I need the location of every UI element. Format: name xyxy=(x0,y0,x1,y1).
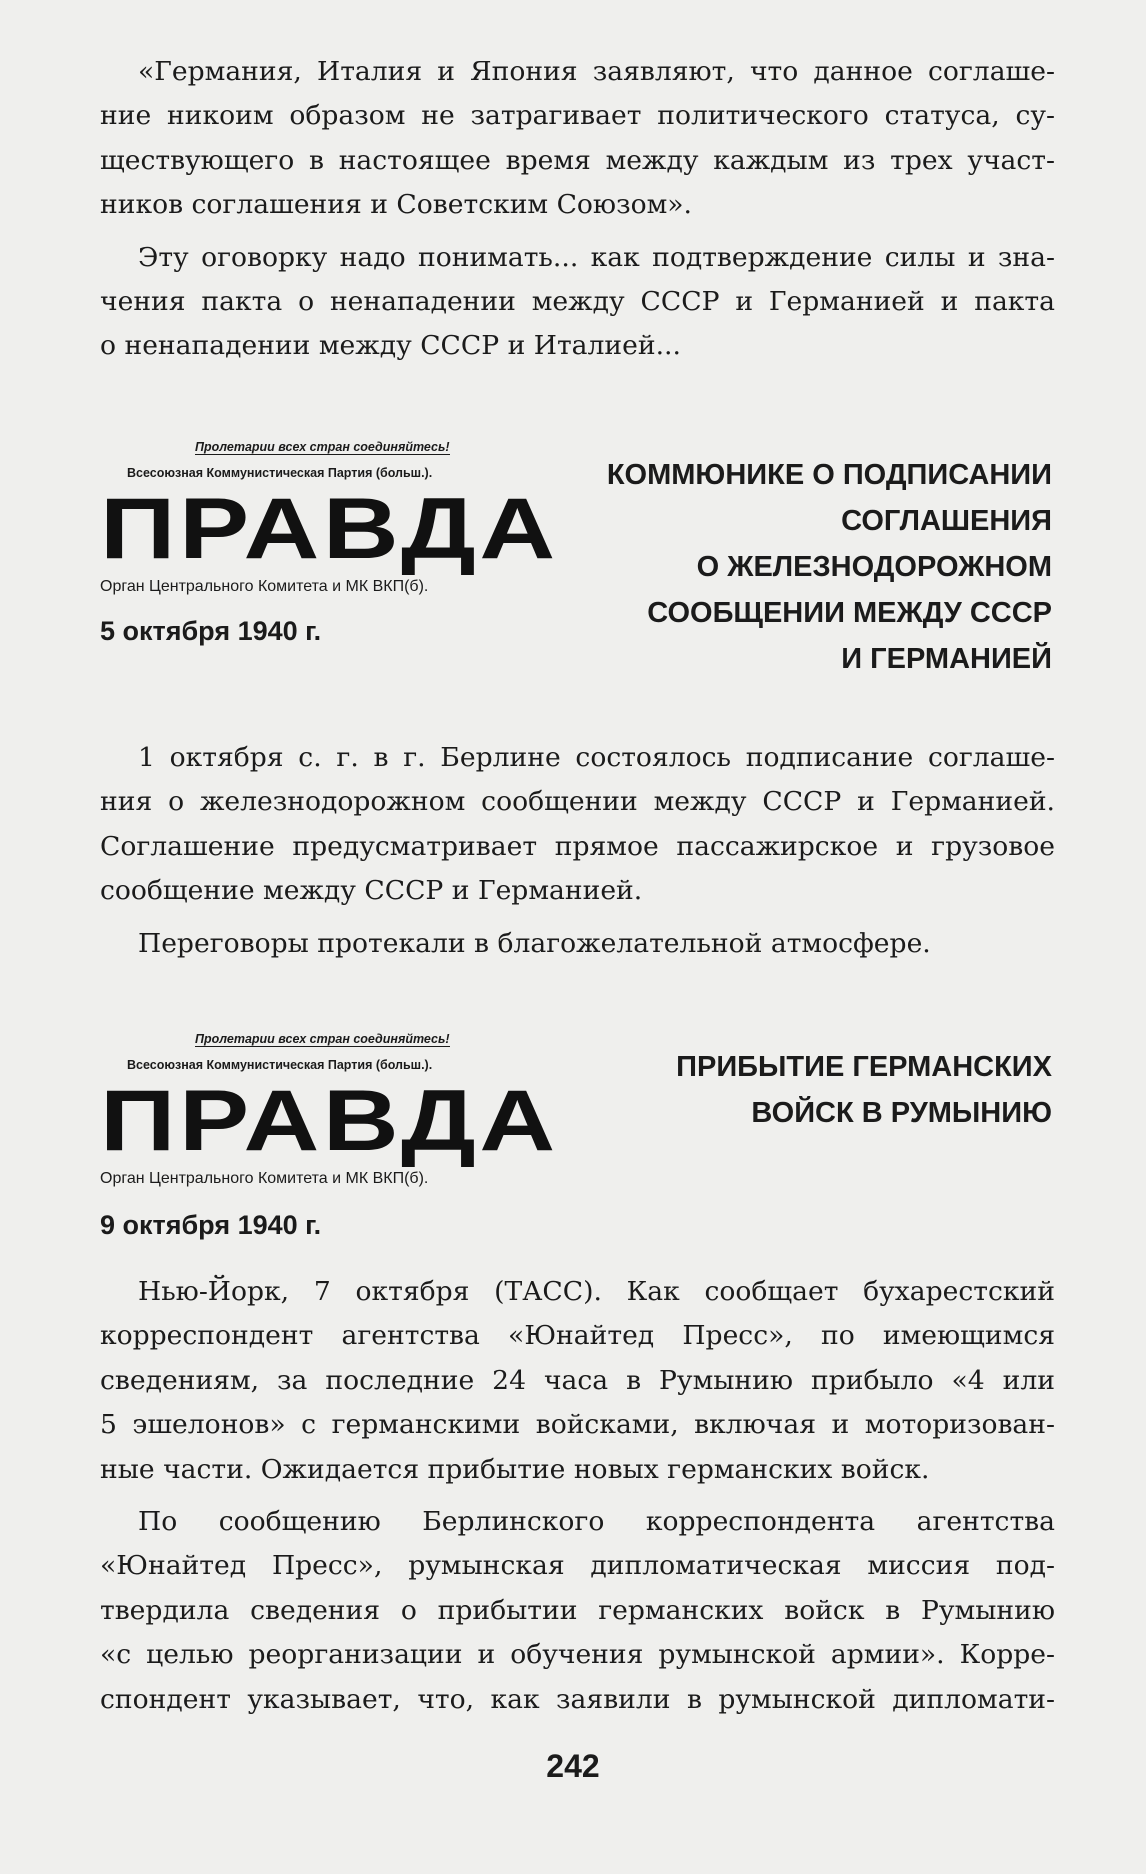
headline-line: КОММЮНИКЕ О ПОДПИСАНИИ xyxy=(606,459,1052,491)
paragraph xyxy=(100,736,1055,914)
headline-line: СОГЛАШЕНИЯ xyxy=(841,505,1052,537)
article-body xyxy=(100,736,1055,966)
pravda-logo: ПРАВДА xyxy=(100,481,559,577)
text-line: чения пакта о ненападении между СССР и Германией и пакта xyxy=(100,286,1055,318)
text-line: корреспондент агентства «Юнайтед Пресс», по имеющимся xyxy=(100,1320,1055,1352)
article-date: 9 октября 1940 г. xyxy=(100,1210,322,1240)
article-body xyxy=(100,1270,1055,1722)
text-line: «Юнайтед Пресс», румынская дипломатическая миссия под- xyxy=(100,1550,1055,1582)
paragraph xyxy=(100,1270,1055,1492)
article-headline xyxy=(676,1044,1052,1136)
text-line: твердила сведения о прибытии германских войск в Румынию xyxy=(100,1594,1055,1626)
headline-line: И ГЕРМАНИЕЙ xyxy=(841,643,1052,675)
masthead-party: Всесоюзная Коммунистическая Партия (больш.). xyxy=(127,1058,433,1072)
paragraph xyxy=(100,236,1055,369)
article-date: 5 октября 1940 г. xyxy=(100,616,322,646)
masthead-party: Всесоюзная Коммунистическая Партия (больш.). xyxy=(127,466,433,480)
masthead-slogan: Пролетарии всех стран соединяйтесь! xyxy=(195,1032,450,1046)
headline-line: О ЖЕЛЕЗНОДОРОЖНОМ xyxy=(696,551,1052,583)
text-line: «Германия, Италия и Япония заявляют, что данное соглаше- xyxy=(138,56,1055,87)
text-line: По сообщению Берлинского корреспондента агентства xyxy=(138,1506,1055,1538)
headline-line: ПРИБЫТИЕ ГЕРМАНСКИХ xyxy=(676,1051,1052,1083)
pravda-masthead xyxy=(100,440,559,650)
paragraph xyxy=(100,1500,1055,1722)
text-line: Соглашение предусматривает прямое пассажирское и грузовое xyxy=(100,830,1055,862)
text-line: 1 октября с. г. в г. Берлине состоялось подписание соглаше- xyxy=(138,742,1055,773)
paragraph xyxy=(100,50,1055,228)
intro-text xyxy=(100,50,1055,369)
text-line: спондент указывает, что, как заявили в румынской дипломати- xyxy=(100,1683,1055,1715)
article-headline xyxy=(607,452,1052,682)
text-line: ществующего в настоящее время между каждым из трех участ- xyxy=(100,144,1055,176)
text-line: ния о железнодорожном сообщении между СССР и Германией. xyxy=(100,786,1055,818)
text-line: Нью-Йорк, 7 октября (ТАСС). Как сообщает бухарестский xyxy=(138,1276,1055,1307)
text-line: о ненападении между СССР и Италией... xyxy=(100,330,681,362)
text-line: Эту оговорку надо понимать... как подтверждение силы и зна- xyxy=(138,241,1055,273)
masthead-organ: Орган Центрального Комитета и МК ВКП(б). xyxy=(100,1170,429,1187)
text-line: сведениям, за последние 24 часа в Румынию прибыло «4 или xyxy=(100,1364,1055,1396)
headline-line: ВОЙСК В РУМЫНИЮ xyxy=(751,1097,1052,1129)
headline-line: СООБЩЕНИИ МЕЖДУ СССР xyxy=(647,597,1052,629)
paragraph xyxy=(100,922,1055,966)
text-line: 5 эшелонов» с германскими войсками, включая и моторизован- xyxy=(100,1409,1055,1441)
text-line: «с целью реорганизации и обучения румынской армии». Корре- xyxy=(100,1639,1055,1671)
text-line: ников соглашения и Советским Союзом». xyxy=(100,189,693,221)
masthead-slogan: Пролетарии всех стран соединяйтесь! xyxy=(195,440,450,454)
text-line: сообщение между СССР и Германией. xyxy=(100,875,643,907)
pravda-masthead xyxy=(100,1032,559,1247)
page-number: 242 xyxy=(546,1748,600,1784)
masthead-organ: Орган Центрального Комитета и МК ВКП(б). xyxy=(100,578,429,595)
text-line: ние никоим образом не затрагивает политического статуса, су- xyxy=(100,100,1055,132)
pravda-logo: ПРАВДА xyxy=(100,1073,559,1169)
text-line: Переговоры протекали в благожелательной атмосфере. xyxy=(138,927,931,959)
text-line: ные части. Ожидается прибытие новых германских войск. xyxy=(100,1453,930,1485)
